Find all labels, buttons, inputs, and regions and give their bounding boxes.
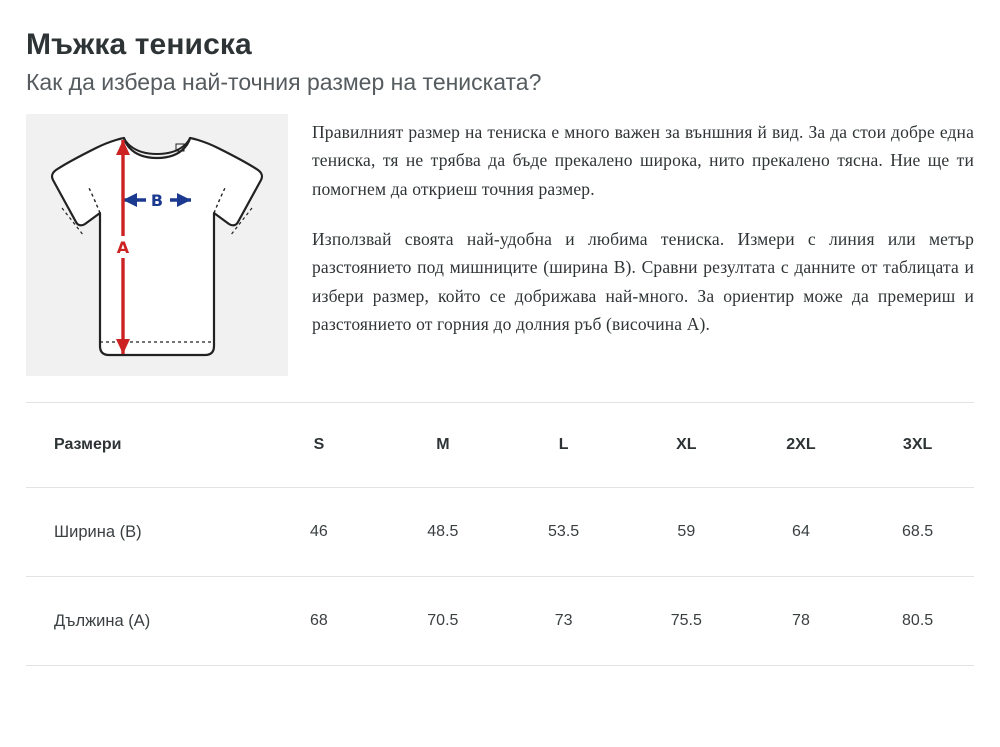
table-row [26,488,974,577]
tshirt-measure-icon [26,114,288,376]
table-cell: 68.5 [861,488,974,577]
table-cell: 75.5 [630,577,745,666]
table-column-header: 3XL [861,403,974,488]
svg-text:A: A [116,238,130,258]
table-column-header: 2XL [745,403,862,488]
table-column-header: M [386,403,507,488]
table-cell: 73 [507,577,630,666]
table-cell: 78 [745,577,862,666]
paragraph-2: Използвай своята най-удобна и любима тениска. Измери с линия или метър разстоянието под мишниците (ширина B). Сравни резултата с данните от таблицата и избери размер, който се добрижава най-много. За ориентир може да премериш и разстоянието от горния до долния ръб (височина A). [312,229,974,335]
table-cell: 80.5 [861,577,974,666]
table-row-label: Дължина (A) [26,577,263,666]
page-subtitle: Как да избера най-точния размер на тениската? [26,68,542,95]
table-cell: 48.5 [386,488,507,577]
paragraph-1: Правилният размер на тениска е много важен за външния й вид. За да стои добре една тениска, тя не трябва да бъде прекалено широка, нито прекалено тясна. Ние ще ти помогнем да откриеш точния размер. [312,122,974,199]
size-table-head [26,403,974,488]
description-text [312,114,974,338]
size-table-body [26,488,974,666]
page-title: Мъжка тениска [26,28,252,61]
table-cell: 68 [263,577,386,666]
table-cell: 46 [263,488,386,577]
table-cell: 53.5 [507,488,630,577]
table-column-header: XL [630,403,745,488]
table-row-label: Ширина (B) [26,488,263,577]
table-cell: 59 [630,488,745,577]
table-corner-label: Размери [26,403,263,488]
tshirt-diagram [26,114,288,376]
table-column-header: S [263,403,386,488]
table-column-header: L [507,403,630,488]
intro-section [26,114,974,376]
svg-text:B: B [150,191,164,211]
table-row [26,577,974,666]
table-cell: 70.5 [386,577,507,666]
size-table [26,402,974,666]
table-cell: 64 [745,488,862,577]
table-header-row [26,403,974,488]
